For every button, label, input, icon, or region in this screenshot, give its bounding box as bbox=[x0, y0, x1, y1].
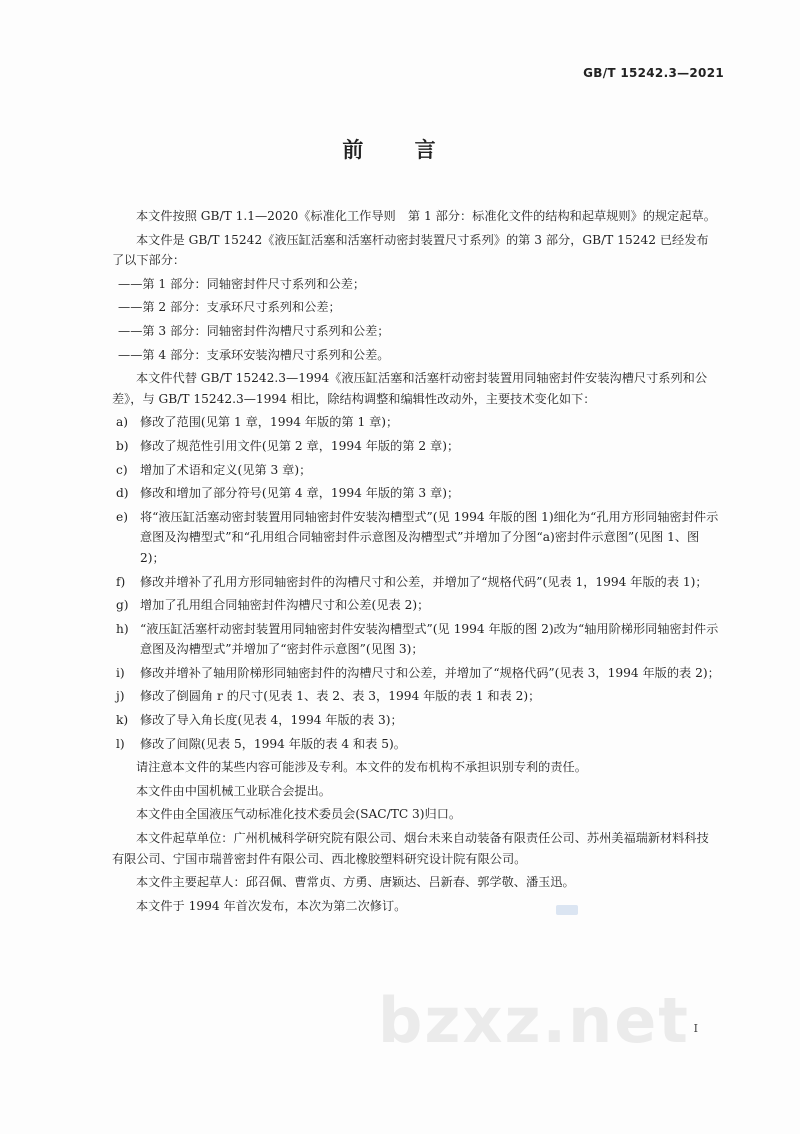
change-label: k) bbox=[116, 713, 129, 728]
change-label: e) bbox=[116, 509, 128, 524]
change-item bbox=[112, 436, 720, 457]
change-text: 修改了间隙(见表 5，1994 年版的表 4 和表 5)。 bbox=[140, 736, 406, 751]
change-item bbox=[112, 412, 720, 433]
paragraph-committee: 本文件由全国液压气动标准化技术委员会(SAC/TC 3)归口。 bbox=[136, 807, 462, 822]
change-item bbox=[112, 686, 720, 707]
change-item bbox=[112, 710, 720, 731]
change-text: 增加了孔用组合同轴密封件沟槽尺寸和公差(见表 2)； bbox=[140, 598, 430, 613]
change-text: 修改并增补了轴用阶梯形同轴密封件的沟槽尺寸和公差，并增加了“规格代码”(见表 3，1994 年版的表 2)； bbox=[140, 665, 720, 680]
change-item bbox=[112, 572, 720, 593]
part-item: ——第 2 部分：支承环尺寸系列和公差； bbox=[118, 300, 341, 315]
change-item bbox=[112, 619, 720, 660]
paragraph-drafters: 本文件主要起草人：邱召佩、曹常贞、方勇、唐颖达、吕新春、郭学敬、潘玉迅。 bbox=[136, 875, 575, 890]
change-text: “液压缸活塞杆动密封装置用同轴密封件安装沟槽型式”(见 1994 年版的图 2)改为“轴用阶梯形同轴密封件示意图及沟槽型式”并增加了“密封件示意图”(见图 3)； bbox=[140, 621, 719, 657]
change-text: 修改了导入角长度(见表 4，1994 年版的表 3)； bbox=[140, 713, 403, 728]
foreword-body bbox=[112, 206, 720, 919]
paragraph-series-intro: 本文件是 GB/T 15242《液压缸活塞和活塞杆动密封装置尺寸系列》的第 3 部分，GB/T 15242 已经发布了以下部分： bbox=[112, 232, 709, 268]
change-text: 增加了术语和定义(见第 3 章)； bbox=[140, 462, 312, 477]
change-text: 修改了倒圆角 r 的尺寸(见表 1、表 2、表 3，1994 年版的表 1 和表 2)； bbox=[140, 689, 541, 704]
page-title: 前 言 bbox=[342, 138, 458, 162]
paragraph-patent-notice: 请注意本文件的某些内容可能涉及专利。本文件的发布机构不承担识别专利的责任。 bbox=[136, 760, 587, 775]
change-item bbox=[112, 483, 720, 504]
change-label: b) bbox=[116, 438, 129, 453]
change-label: h) bbox=[116, 621, 129, 636]
change-label: a) bbox=[116, 415, 129, 430]
change-item bbox=[112, 460, 720, 481]
change-label: f) bbox=[116, 574, 126, 589]
change-text: 将“液压缸活塞动密封装置用同轴密封件安装沟槽型式”(见 1994 年版的图 1)细化为“孔用方形同轴密封件示意图及沟槽型式”和“孔用组合同轴密封件示意图及沟槽型式”并增加了分图“a)密封件示意图”(见图 1、图 2)； bbox=[140, 509, 719, 565]
change-label: j) bbox=[116, 689, 125, 704]
part-item: ——第 1 部分：同轴密封件尺寸系列和公差； bbox=[118, 276, 366, 291]
paragraph-history: 本文件于 1994 年首次发布，本次为第二次修订。 bbox=[136, 898, 407, 913]
paragraph-proposer: 本文件由中国机械工业联合会提出。 bbox=[136, 783, 331, 798]
part-item: ——第 4 部分：支承环安装沟槽尺寸系列和公差。 bbox=[118, 347, 390, 362]
change-item bbox=[112, 507, 720, 569]
change-label: d) bbox=[116, 486, 129, 501]
change-label: g) bbox=[116, 598, 129, 613]
change-item bbox=[112, 595, 720, 616]
watermark: bzxz.net bbox=[378, 984, 690, 1057]
change-text: 修改和增加了部分符号(见第 4 章，1994 年版的第 3 章)； bbox=[140, 486, 460, 501]
paragraph-drafting-rules: 本文件按照 GB/T 1.1—2020《标准化工作导则 第 1 部分：标准化文件的结构和起草规则》的规定起草。 bbox=[136, 209, 716, 223]
change-text: 修改了规范性引用文件(见第 2 章，1994 年版的第 2 章)； bbox=[140, 438, 460, 453]
change-label: i) bbox=[116, 665, 125, 680]
change-item bbox=[112, 663, 720, 684]
paragraph-replacement: 本文件代替 GB/T 15242.3—1994《液压缸活塞和活塞杆动密封装置用同轴密封件安装沟槽尺寸系列和公差》，与 GB/T 15242.3—1994 相比，除结构调整和编辑性改动外，主要技术变化如下： bbox=[112, 371, 708, 406]
paragraph-drafting-units: 本文件起草单位：广州机械科学研究院有限公司、烟台未来自动装备有限责任公司、苏州美福瑞新材料科技有限公司、宁国市瑞普密封件有限公司、西北橡胶塑料研究设计院有限公司。 bbox=[112, 831, 709, 866]
change-label: l) bbox=[116, 736, 125, 751]
change-item bbox=[112, 734, 720, 755]
change-text: 修改并增补了孔用方形同轴密封件的沟槽尺寸和公差，并增加了“规格代码”(见表 1，1994 年版的表 1)； bbox=[140, 574, 708, 589]
change-label: c) bbox=[116, 462, 128, 477]
part-item: ——第 3 部分：同轴密封件沟槽尺寸系列和公差； bbox=[118, 323, 390, 338]
change-text: 修改了范围(见第 1 章，1994 年版的第 1 章)； bbox=[140, 415, 399, 430]
standard-code: GB/T 15242.3—2021 bbox=[583, 66, 724, 80]
page-number: I bbox=[693, 1022, 698, 1035]
small-stamp-mark bbox=[556, 905, 578, 915]
